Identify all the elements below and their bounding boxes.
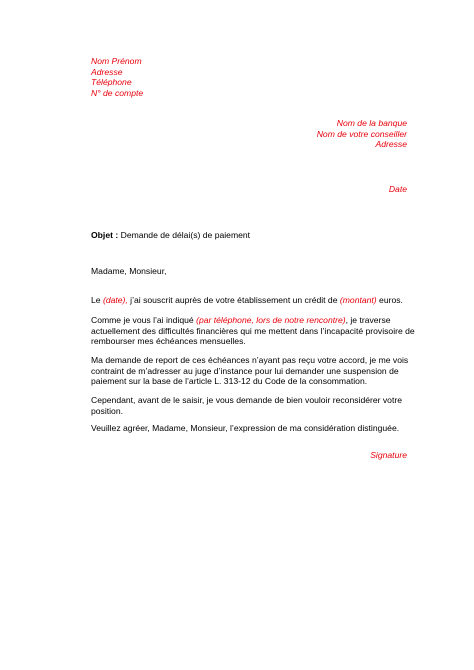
bank-address: Adresse <box>375 139 407 149</box>
p4-line-2: position. <box>91 405 124 416</box>
letter-date: Date <box>388 184 407 194</box>
greeting: Madame, Monsieur, <box>91 266 167 276</box>
closing-formula: Veuillez agréer, Madame, Monsieur, l’expression de ma considération distinguée. <box>91 423 400 433</box>
p1-text-1: Le <box>91 295 103 305</box>
sender-account: N° de compte <box>91 87 144 98</box>
p1-text-3: euros. <box>376 295 403 305</box>
p2-line-1 <box>91 315 391 326</box>
sender-address: Adresse <box>91 66 123 77</box>
paragraph-legal <box>91 355 409 387</box>
p1-text-2: j’ai souscrit auprès de votre établissement un crédit de <box>127 295 340 305</box>
bank-name: Nom de la banque <box>336 118 407 128</box>
subject-text: Demande de délai(s) de paiement <box>120 230 251 240</box>
contact-placeholder: (par téléphone, lors de notre rencontre) <box>196 315 346 325</box>
p2-text-1: Comme je vous l’ai indiqué <box>91 315 197 325</box>
p2-text-2: , je traverse <box>345 315 391 325</box>
p3-line-1: Ma demande de report de ces échéances n’ayant pas reçu votre accord, je me vois <box>91 355 409 365</box>
p3-line-3: paiement sur la base de l’article L. 313-12 du Code de la consommation. <box>91 376 368 386</box>
sender-block <box>91 56 143 98</box>
paragraph-reconsider <box>91 395 402 416</box>
advisor-name: Nom de votre conseiller <box>316 128 407 139</box>
p2-line-3: rembourser mes échéances mensuelles. <box>91 336 246 346</box>
signature: Signature <box>370 450 407 460</box>
p4-line-1: Cependant, avant de le saisir, je vous demande de bien vouloir reconsidérer votre <box>91 395 402 405</box>
subject-label: Objet : <box>91 230 119 240</box>
recipient-block <box>317 118 407 150</box>
subject-line <box>91 230 250 241</box>
p3-line-2: contraint de m’adresser au juge d’instance pour lui demander une suspension de <box>91 365 399 376</box>
paragraph-credit <box>91 295 403 306</box>
date-placeholder: (date), <box>102 295 128 305</box>
paragraph-difficulties <box>91 315 415 347</box>
sender-phone: Téléphone <box>91 77 132 87</box>
p2-line-2: actuellement des difficultés financières qui me mettent dans l’incapacité provisoire de <box>91 325 415 336</box>
amount-placeholder: (montant) <box>339 295 377 305</box>
sender-name: Nom Prénom <box>91 56 142 66</box>
